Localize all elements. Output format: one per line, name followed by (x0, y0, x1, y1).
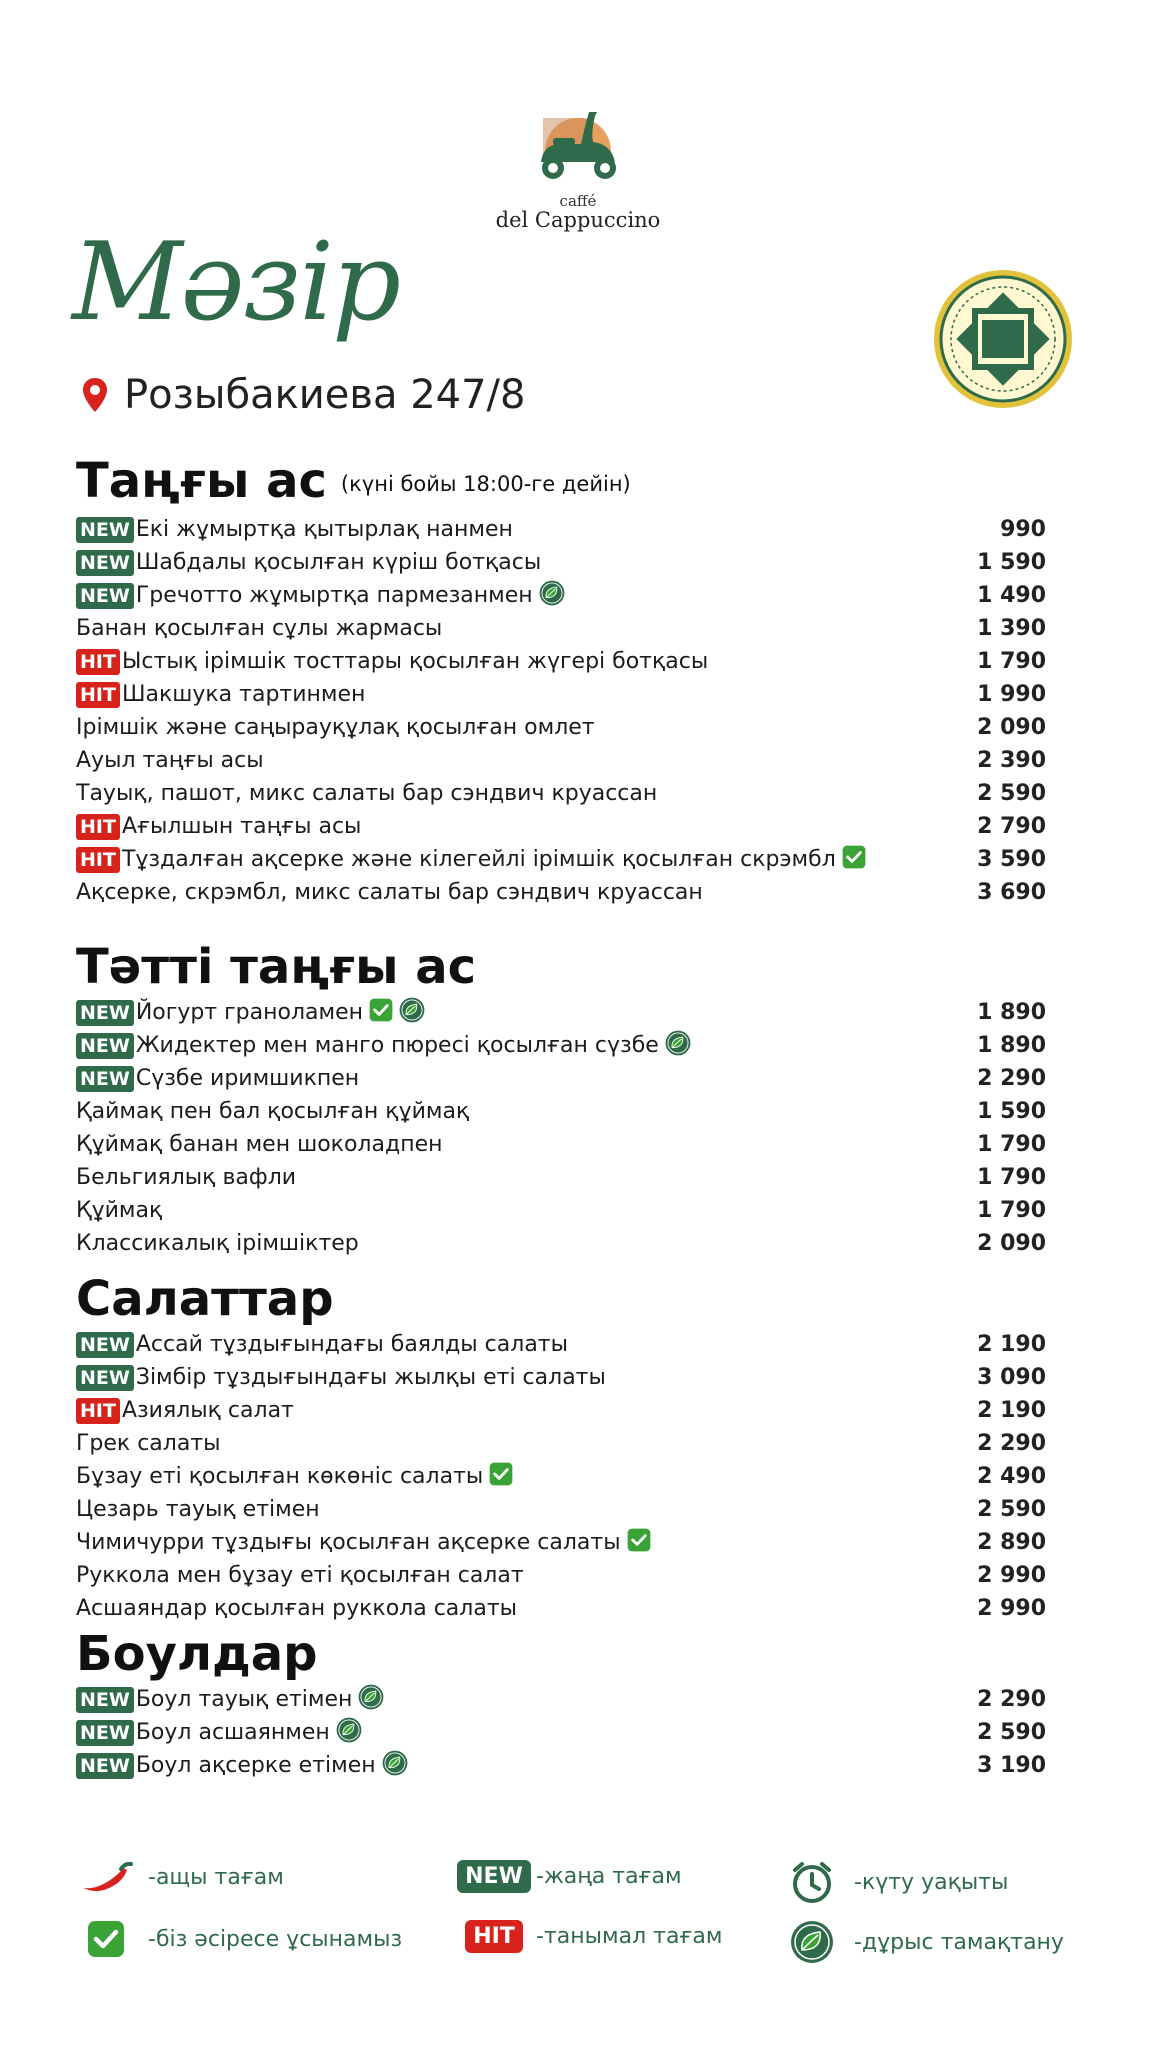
leaf-icon (539, 580, 565, 612)
menu-item (76, 1559, 1046, 1592)
menu-item-name: Тұздалған ақсерке және кілегейлі ірімшік қосылған скрэмбл (121, 847, 836, 872)
logo-small-text: caffé (559, 192, 597, 210)
menu-item-name-wrap (76, 781, 926, 806)
menu-item-name-wrap (76, 997, 926, 1029)
new-tag: NEW (76, 1066, 134, 1092)
menu-item-name-wrap (76, 550, 926, 576)
check-icon (489, 1462, 513, 1492)
menu-item (76, 678, 1046, 711)
menu-item-price: 3 690 (977, 880, 1046, 905)
legend-item-spicy (76, 1860, 284, 1894)
menu-item-price: 1 790 (977, 649, 1046, 674)
clock-icon (790, 1860, 834, 1904)
hit-tag: HIT (76, 649, 120, 675)
menu-item-name: Банан қосылған сұлы жармасы (76, 616, 443, 641)
menu-item-name-wrap (76, 715, 926, 740)
hit-tag-icon: HIT (465, 1920, 523, 1953)
menu-item-price: 1 790 (977, 1198, 1046, 1223)
menu-item (76, 1592, 1046, 1625)
leaf-icon (336, 1717, 362, 1749)
menu-item-name-wrap (76, 1165, 926, 1190)
section-note: (күні бойы 18:00-ге дейін) (340, 472, 631, 496)
section-title (76, 1270, 1046, 1328)
menu-item-name: Тауық, пашот, микс салаты бар сэндвич круассан (76, 781, 658, 806)
menu-item-name-wrap (76, 1398, 926, 1424)
legend-item-wait (782, 1860, 1008, 1904)
menu-item-name: Құймақ банан мен шоколадпен (76, 1132, 443, 1157)
menu-item-name: Боул асшаянмен (135, 1720, 330, 1745)
menu-item-name: Чимичурри тұздығы қосылған ақсерке салаты (76, 1530, 621, 1555)
new-tag-icon: NEW (457, 1860, 531, 1893)
menu-item-price: 2 590 (977, 1720, 1046, 1745)
menu-item-name: Жидектер мен манго пюресі қосылған сүзбе (135, 1033, 659, 1058)
new-tag: NEW (76, 517, 134, 543)
menu-item-price: 2 890 (977, 1530, 1046, 1555)
new-tag: NEW (76, 1753, 134, 1779)
leaf-icon (399, 997, 425, 1029)
section-title (76, 452, 1046, 513)
menu-item (76, 1683, 1046, 1716)
menu-item-name-wrap (76, 1332, 926, 1358)
menu-item-price: 2 290 (977, 1066, 1046, 1091)
menu-item (76, 1526, 1046, 1559)
menu-item (76, 546, 1046, 579)
menu-item-name: Ауыл таңғы асы (76, 748, 264, 773)
menu-item (76, 1128, 1046, 1161)
menu-item-name: Екі жұмыртқа қытырлақ нанмен (135, 517, 513, 542)
menu-item-name: Грек салаты (76, 1431, 221, 1456)
menu-item (76, 1062, 1046, 1095)
menu-item-name-wrap (76, 1198, 926, 1223)
menu-item-price: 1 890 (977, 1000, 1046, 1025)
menu-item (76, 1095, 1046, 1128)
menu-item-price: 2 490 (977, 1464, 1046, 1489)
halal-seal (932, 268, 1074, 414)
menu-item-name: Йогурт граноламен (135, 1000, 364, 1025)
menu-item-name-wrap (76, 1231, 926, 1256)
new-tag: NEW (76, 1332, 134, 1358)
menu-item-price: 1 790 (977, 1165, 1046, 1190)
menu-item-price: 2 590 (977, 1497, 1046, 1522)
menu-item-name-wrap (76, 1750, 926, 1782)
menu-item-name-wrap (76, 1462, 926, 1492)
menu-item-price: 1 890 (977, 1033, 1046, 1058)
legend-item-new (464, 1860, 682, 1893)
menu-item-name-wrap (76, 1717, 926, 1749)
menu-item-name-wrap (76, 1684, 926, 1716)
menu-item-name-wrap (76, 580, 926, 612)
section-title (76, 1625, 1046, 1683)
menu-item-price: 2 790 (977, 814, 1046, 839)
address-text: Розыбакиева 247/8 (124, 372, 526, 418)
legend-item-healthy (782, 1920, 1064, 1964)
menu-item-name-wrap (76, 682, 926, 708)
menu-item-name: Ірімшік және саңырауқұлақ қосылған омлет (76, 715, 595, 740)
legend-text: -дұрыс тамақтану (854, 1929, 1064, 1955)
menu-item-price: 1 590 (977, 1099, 1046, 1124)
check-icon (627, 1528, 651, 1558)
menu-item-name: Қаймақ пен бал қосылған құймақ (76, 1099, 470, 1124)
menu-item-name-wrap (76, 845, 926, 875)
menu-item (76, 1460, 1046, 1493)
menu-item-name: Ыстық ірімшік тосттары қосылған жүгері ботқасы (121, 649, 709, 674)
menu-item (76, 645, 1046, 678)
menu-item-name: Ағылшын таңғы асы (121, 814, 362, 839)
hit-tag: HIT (76, 814, 120, 840)
menu-item-name: Ақсерке, скрэмбл, микс салаты бар сэндвич круассан (76, 880, 703, 905)
menu-item-name-wrap (76, 1099, 926, 1124)
menu-section (76, 1625, 1046, 1782)
menu-item-name-wrap (76, 1563, 926, 1588)
menu-item-price: 990 (1000, 517, 1046, 542)
menu-item-name: Руккола мен бұзау еті қосылған салат (76, 1563, 524, 1588)
menu-item-name-wrap (76, 880, 926, 905)
menu-item-price: 3 090 (977, 1365, 1046, 1390)
menu-item-name-wrap (76, 1132, 926, 1157)
menu-item (76, 513, 1046, 546)
check-icon (369, 998, 393, 1028)
menu-item (76, 1749, 1046, 1782)
menu-item-name: Зімбір тұздығындағы жылқы еті салаты (135, 1365, 606, 1390)
menu-item (76, 810, 1046, 843)
menu-item-price: 2 090 (977, 715, 1046, 740)
menu-item-price: 2 590 (977, 781, 1046, 806)
menu-item-name: Құймақ (76, 1198, 163, 1223)
cafe-logo (488, 96, 668, 232)
menu-item-price: 2 090 (977, 1231, 1046, 1256)
address (82, 372, 525, 418)
section-title-text: Таңғы ас (76, 453, 327, 509)
menu-item (76, 1328, 1046, 1361)
menu-item-name: Шабдалы қосылған күріш ботқасы (135, 550, 542, 575)
menu-section (76, 1270, 1046, 1625)
menu-item (76, 711, 1046, 744)
menu-item (76, 1194, 1046, 1227)
section-title-text: Тәтті таңғы ас (76, 939, 477, 995)
menu-title: Мәзір (72, 220, 400, 345)
logo-brand-text: del Cappuccino (495, 208, 661, 232)
menu-item (76, 1029, 1046, 1062)
leaf-icon (665, 1030, 691, 1062)
menu-item-name: Бельгиялық вафли (76, 1165, 297, 1190)
menu-item (76, 579, 1046, 612)
legend-text: -танымал тағам (536, 1924, 723, 1949)
check-icon (842, 845, 866, 875)
check-icon (87, 1920, 125, 1958)
menu-item-price: 3 590 (977, 847, 1046, 872)
menu-item-name: Боул ақсерке етімен (135, 1753, 376, 1778)
menu-item-name-wrap (76, 748, 926, 773)
menu-item-name: Гречотто жұмыртқа пармезанмен (135, 583, 533, 608)
menu-item-price: 2 990 (977, 1596, 1046, 1621)
menu-item-name: Сүзбе иримшикпен (135, 1066, 360, 1091)
menu-item (76, 1394, 1046, 1427)
menu-item-name-wrap (76, 649, 926, 675)
menu-item (76, 876, 1046, 909)
menu-item-name: Цезарь тауық етімен (76, 1497, 320, 1522)
new-tag: NEW (76, 1365, 134, 1391)
hit-tag: HIT (76, 847, 120, 873)
menu-item (76, 1227, 1046, 1260)
menu-item-price: 1 590 (977, 550, 1046, 575)
menu-item (76, 612, 1046, 645)
legend-text: -ащы тағам (148, 1864, 284, 1890)
new-tag: NEW (76, 1720, 134, 1746)
new-tag: NEW (76, 550, 134, 576)
menu-item-price: 3 190 (977, 1753, 1046, 1778)
menu-item (76, 1361, 1046, 1394)
menu-item-price: 2 990 (977, 1563, 1046, 1588)
menu-item-name-wrap (76, 1596, 926, 1621)
menu-section (76, 938, 1046, 1260)
menu-item-name: Шакшука тартинмен (121, 682, 366, 707)
menu-item-name-wrap (76, 517, 926, 543)
menu-item (76, 1161, 1046, 1194)
new-tag: NEW (76, 1033, 134, 1059)
scooter-logo-icon (523, 96, 633, 188)
menu-item-name-wrap (76, 1365, 926, 1391)
menu-item-name-wrap (76, 1030, 926, 1062)
menu-item-price: 2 190 (977, 1398, 1046, 1423)
menu-item-name-wrap (76, 1066, 926, 1092)
menu-item-name-wrap (76, 814, 926, 840)
menu-item-name: Азиялық салат (121, 1398, 294, 1423)
menu-item-price: 2 290 (977, 1687, 1046, 1712)
section-title (76, 938, 1046, 996)
menu-section (76, 452, 1046, 909)
menu-item-price: 2 390 (977, 748, 1046, 773)
menu-item-name-wrap (76, 1497, 926, 1522)
legend-text: -біз әсіресе ұсынамыз (148, 1926, 403, 1952)
menu-item-price: 1 790 (977, 1132, 1046, 1157)
menu-item (76, 1427, 1046, 1460)
chili-icon (79, 1860, 133, 1894)
leaf-icon (382, 1750, 408, 1782)
leaf-icon (790, 1920, 834, 1964)
menu-item-name: Классикалық ірімшіктер (76, 1231, 359, 1256)
menu-item-price: 1 990 (977, 682, 1046, 707)
section-title-text: Боулдар (76, 1626, 318, 1682)
menu-item-name-wrap (76, 1431, 926, 1456)
new-tag: NEW (76, 1000, 134, 1026)
legend-text: -жаңа тағам (536, 1864, 682, 1889)
legend-text: -күту уақыты (854, 1869, 1009, 1895)
section-title-text: Салаттар (76, 1271, 334, 1327)
menu-item-price: 1 390 (977, 616, 1046, 641)
menu-item (76, 1493, 1046, 1526)
menu-item (76, 1716, 1046, 1749)
new-tag: NEW (76, 1687, 134, 1713)
location-pin-icon (82, 377, 108, 413)
legend-item-recommend (76, 1920, 402, 1958)
menu-item (76, 777, 1046, 810)
menu-item (76, 744, 1046, 777)
menu-item-name: Боул тауық етімен (135, 1687, 353, 1712)
menu-item-name: Бұзау еті қосылған көкөніс салаты (76, 1464, 484, 1489)
hit-tag: HIT (76, 1398, 120, 1424)
halal-seal-icon (932, 268, 1074, 410)
menu-item-name: Асшаяндар қосылған руккола салаты (76, 1596, 518, 1621)
menu-item (76, 843, 1046, 876)
menu-item (76, 996, 1046, 1029)
new-tag: NEW (76, 583, 134, 609)
menu-item-name: Ассай тұздығындағы баялды салаты (135, 1332, 568, 1357)
legend-item-hit (464, 1920, 722, 1953)
menu-item-price: 2 190 (977, 1332, 1046, 1357)
leaf-icon (358, 1684, 384, 1716)
hit-tag: HIT (76, 682, 120, 708)
menu-item-name-wrap (76, 1528, 926, 1558)
menu-item-price: 1 490 (977, 583, 1046, 608)
menu-item-price: 2 290 (977, 1431, 1046, 1456)
menu-item-name-wrap (76, 616, 926, 641)
